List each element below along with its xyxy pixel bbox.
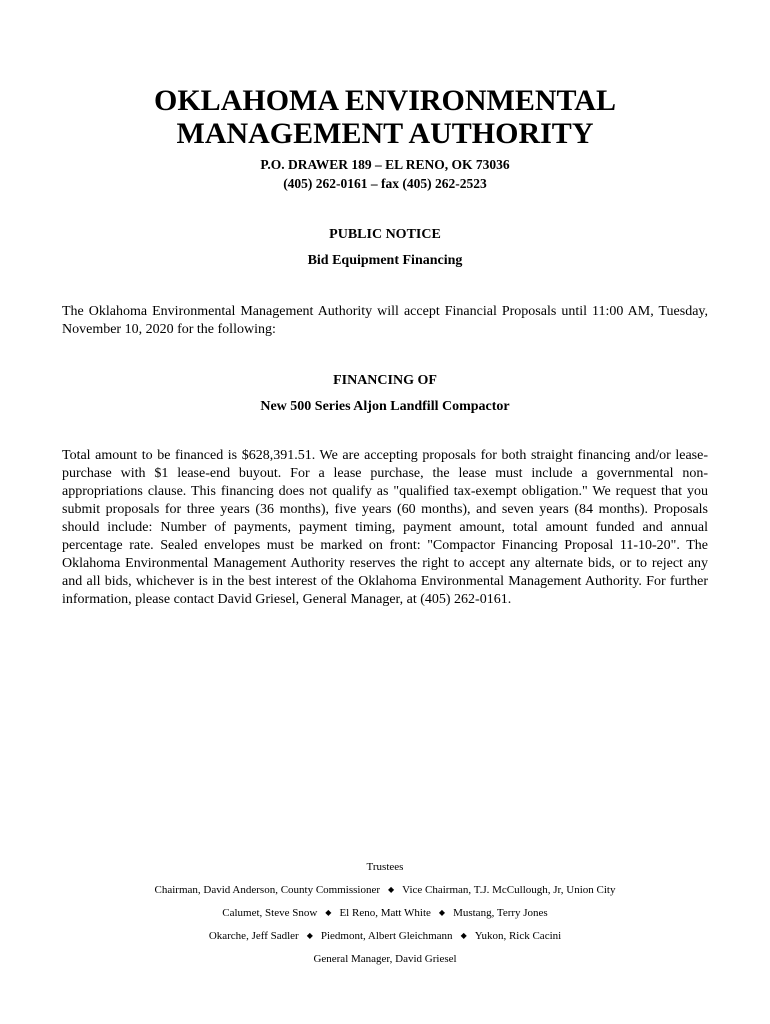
organization-title-line-1: OKLAHOMA ENVIRONMENTAL <box>154 84 616 117</box>
trustee-vice-chairman: Vice Chairman, T.J. McCullough, Jr, Union City <box>402 884 616 896</box>
diamond-separator-icon: ◆ <box>460 931 467 940</box>
financing-details-paragraph: Total amount to be financed is $628,391.51. We are accepting proposals for both straight financing and/or lease-purchase with $1 lease-end buyout. For a lease purchase, the lease must include a governmental non-appropriations clause. This financing does not qualify as "qualified tax-exempt obligation." We request that you submit proposals for three years (36 months), five years (60 months), and seven years (84 months). Proposals should include: Number of payments, payment timing, payment amount, total amount funded and annual percentage rate. Sealed envelopes must be marked on front: "Compactor Financing Proposal 11-10-20". The Oklahoma Environmental Management Authority reserves the right to accept any alternate bids, or to reject any and all bids, whichever is in the best interest of the Oklahoma Environmental Management Authority. For further information, please contact David Griesel, General Manager, at (405) 262-0161. <box>62 448 708 607</box>
trustees-row-3 <box>0 927 770 950</box>
trustees-footer <box>0 858 770 973</box>
phone-fax: (405) 262-0161 – fax (405) 262-2523 <box>283 176 487 191</box>
trustees-heading: Trustees <box>366 861 404 873</box>
diamond-separator-icon: ◆ <box>325 908 332 917</box>
intro-paragraph: The Oklahoma Environmental Management Authority will accept Financial Proposals until 11:00 AM, Tuesday, November 10, 2020 for the following: <box>62 304 708 337</box>
notice-subheading: Bid Equipment Financing <box>307 253 463 268</box>
trustee-okarche: Okarche, Jeff Sadler <box>208 930 299 942</box>
trustee-yukon: Yukon, Rick Cacini <box>474 930 562 942</box>
general-manager: General Manager, David Griesel <box>313 953 457 965</box>
postal-address: P.O. DRAWER 189 – EL RENO, OK 73036 <box>260 157 510 172</box>
organization-title <box>0 84 770 150</box>
trustee-mustang: Mustang, Terry Jones <box>453 907 548 919</box>
public-notice-heading: PUBLIC NOTICE <box>329 227 441 242</box>
trustees-row-2 <box>0 904 770 927</box>
trustee-el-reno: El Reno, Matt White <box>339 907 431 919</box>
diamond-separator-icon: ◆ <box>388 885 395 894</box>
trustee-calumet: Calumet, Steve Snow <box>222 907 318 919</box>
trustees-row-1 <box>0 881 770 904</box>
trustee-piedmont: Piedmont, Albert Gleichmann <box>320 930 453 942</box>
organization-contact <box>0 155 770 193</box>
trustee-chairman: Chairman, David Anderson, County Commissioner <box>154 884 381 896</box>
organization-title-line-2: MANAGEMENT AUTHORITY <box>176 117 594 150</box>
diamond-separator-icon: ◆ <box>306 931 313 940</box>
diamond-separator-icon: ◆ <box>438 908 446 917</box>
financing-heading: FINANCING OF <box>333 373 437 388</box>
financing-item: New 500 Series Aljon Landfill Compactor <box>260 399 510 414</box>
